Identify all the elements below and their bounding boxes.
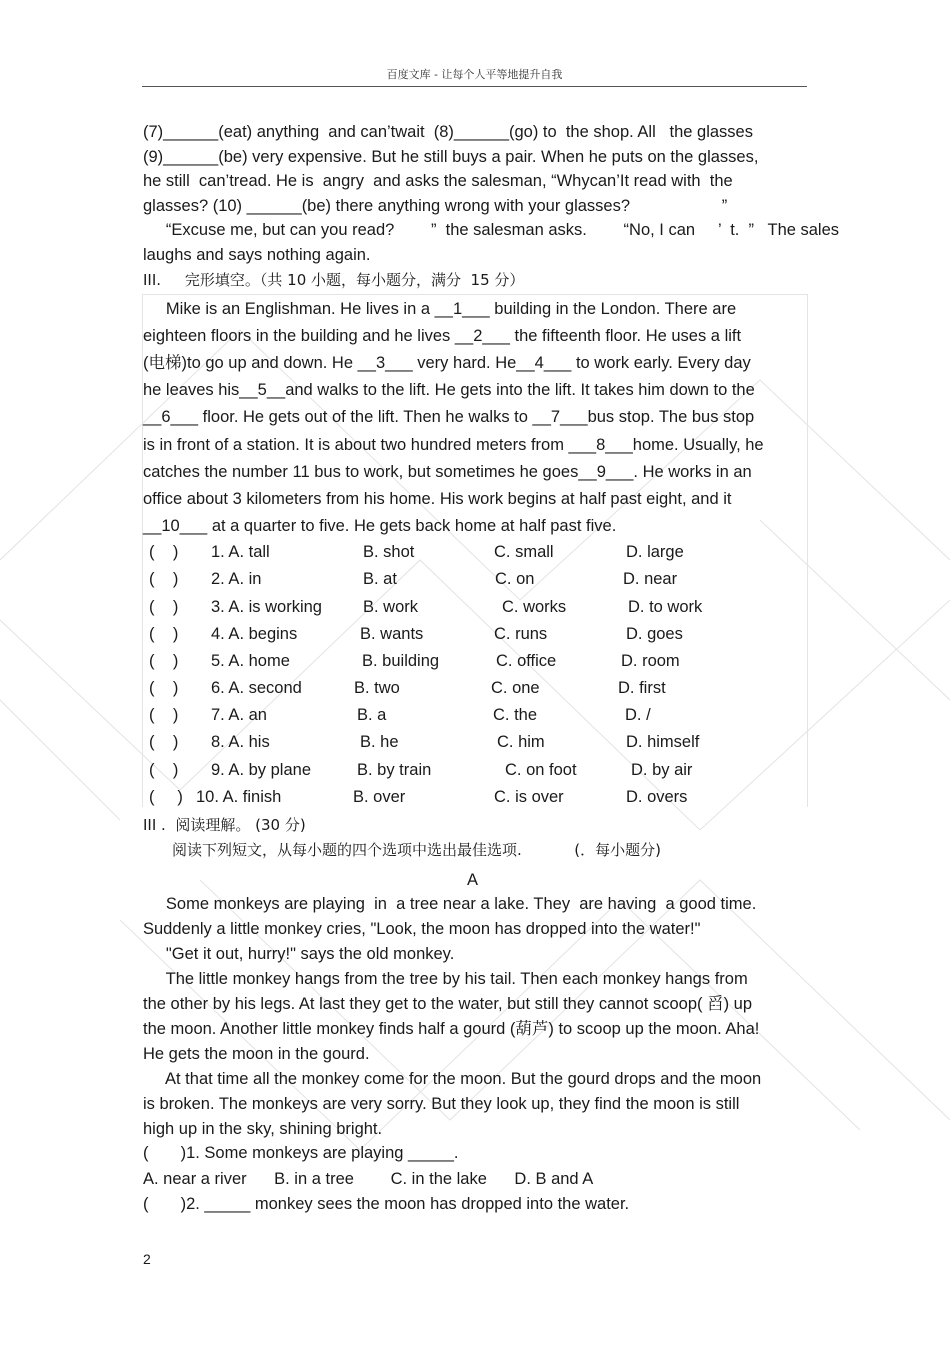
option-d: D. room: [621, 652, 680, 670]
option-c: C. runs: [494, 625, 548, 643]
option-c: C. is over: [494, 788, 564, 806]
question-text: 8. A. his: [211, 733, 270, 751]
option-b: B. a: [357, 706, 387, 724]
top-passage-line: (7)______(eat) anything and can’twait (8)______(go) to the shop. All the glasses: [143, 123, 753, 141]
top-passage-line: (9)______(be) very expensive. But he still buys a pair. When he puts on the glasses,: [143, 148, 759, 166]
top-passage-line: he still can’tread. He is angry and asks the salesman, “Whycan’It read with the: [143, 172, 733, 190]
page-header: 百度文库 - 让每个人平等地提升自我: [386, 68, 563, 81]
answer-blank[interactable]: ( ): [149, 543, 179, 561]
answer-blank[interactable]: ( ): [149, 733, 179, 751]
reading-passage-line: The little monkey hangs from the tree by his tail. Then each monkey hangs from: [143, 970, 748, 988]
cloze-passage-line: eighteen floors in the building and he lives __2___ the fifteenth floor. He uses a lift: [143, 327, 742, 345]
question-text: 4. A. begins: [211, 625, 298, 643]
answer-blank[interactable]: ( ): [149, 652, 179, 670]
option-b: B. shot: [363, 543, 415, 561]
answer-blank[interactable]: ( ): [149, 788, 183, 806]
option-d: D. first: [618, 679, 666, 697]
option-b: B. two: [354, 679, 400, 697]
cloze-passage-line: Mike is an Englishman. He lives in a __1___ building in the London. There are: [143, 300, 737, 318]
option-d: D. near: [623, 570, 678, 588]
reading-question-1-options: A. near a river B. in a tree C. in the lake D. B and A: [143, 1170, 594, 1188]
cloze-passage-line: office about 3 kilometers from his home. His work begins at half past eight, and it: [143, 490, 732, 508]
option-d: D. himself: [626, 733, 700, 751]
question-text: 10. A. finish: [196, 788, 282, 806]
cloze-passage-line: catches the number 11 bus to work, but sometimes he goes__9___. He works in an: [143, 463, 752, 481]
question-text: 7. A. an: [211, 706, 267, 724]
option-c: C. one: [491, 679, 540, 697]
option-c: C. on foot: [505, 761, 577, 779]
option-b: B. wants: [360, 625, 424, 643]
option-c: C. small: [494, 543, 554, 561]
answer-blank[interactable]: ( ): [149, 679, 179, 697]
reading-question-1[interactable]: ( )1. Some monkeys are playing _____.: [143, 1144, 459, 1162]
reading-passage-line: "Get it out, hurry!" says the old monkey.: [143, 945, 455, 963]
option-c: C. on: [495, 570, 535, 588]
answer-blank[interactable]: ( ): [149, 761, 179, 779]
option-c: C. the: [493, 706, 538, 724]
header-rule: [142, 86, 807, 87]
option-c: C. him: [497, 733, 545, 751]
option-b: B. building: [362, 652, 440, 670]
option-d: D. /: [625, 706, 651, 724]
question-text: 5. A. home: [211, 652, 290, 670]
cloze-passage-line: (电梯)to go up and down. He __3___ very hard. He__4___ to work early. Every day: [143, 354, 751, 372]
question-text: 6. A. second: [211, 679, 302, 697]
answer-blank[interactable]: ( ): [149, 625, 179, 643]
page-number: 2: [143, 1251, 151, 1267]
cloze-heading: III. 完形填空。（共 10 小题，每小题分，满分 15 分）: [143, 271, 525, 289]
cloze-passage-line: he leaves his__5__and walks to the lift. He gets into the lift. It takes him down to the: [143, 381, 755, 399]
top-passage-line: laughs and says nothing again.: [143, 246, 371, 264]
top-passage-line: “Excuse me, but can you read? ” the salesman asks. “No, I can ’ t. ” The sales: [143, 221, 840, 239]
option-d: D. goes: [626, 625, 683, 643]
reading-passage-line: high up in the sky, shining bright.: [143, 1120, 383, 1138]
reading-question-2[interactable]: ( )2. _____ monkey sees the moon has dropped into the water.: [143, 1195, 630, 1213]
question-text: 1. A. tall: [211, 543, 270, 561]
cloze-passage-line: __6___ floor. He gets out of the lift. Then he walks to __7___bus stop. The bus stop: [143, 408, 755, 426]
reading-passage-line: He gets the moon in the gourd.: [143, 1045, 370, 1063]
answer-blank[interactable]: ( ): [149, 570, 179, 588]
reading-passage-line: is broken. The monkeys are very sorry. But they look up, they find the moon is still: [143, 1095, 740, 1113]
cloze-passage-line: __10___ at a quarter to five. He gets back home at half past five.: [143, 517, 617, 535]
section-letter: A: [467, 871, 479, 889]
reading-instruction: 阅读下列短文，从每小题的四个选项中选出最佳选项. (．每小题分): [172, 841, 661, 859]
reading-passage-line: Suddenly a little monkey cries, "Look, the moon has dropped into the water!": [143, 920, 701, 938]
answer-blank[interactable]: ( ): [149, 706, 179, 724]
question-text: 9. A. by plane: [211, 761, 311, 779]
option-d: D. by air: [631, 761, 693, 779]
reading-passage-line: Some monkeys are playing in a tree near a lake. They are having a good time.: [143, 895, 757, 913]
question-text: 2. A. in: [211, 570, 262, 588]
option-d: D. large: [626, 543, 684, 561]
reading-passage-line: the moon. Another little monkey finds half a gourd (葫芦) to scoop up the moon. Aha!: [143, 1020, 760, 1038]
reading-passage-line: At that time all the monkey come for the moon. But the gourd drops and the moon: [143, 1070, 762, 1088]
option-d: D. overs: [626, 788, 688, 806]
option-b: B. over: [353, 788, 406, 806]
cloze-passage-line: is in front of a station. It is about two hundred meters from ___8___home. Usually, he: [143, 436, 764, 454]
option-c: C. office: [496, 652, 557, 670]
option-d: D. to work: [628, 598, 703, 616]
option-c: C. works: [502, 598, 567, 616]
answer-blank[interactable]: ( ): [149, 598, 179, 616]
option-b: B. at: [363, 570, 397, 588]
option-b: B. work: [363, 598, 419, 616]
option-b: B. by train: [357, 761, 432, 779]
option-b: B. he: [360, 733, 399, 751]
reading-heading: III . 阅读理解。 (30 分): [143, 816, 306, 834]
reading-passage-line: the other by his legs. At last they get to the water, but still they cannot scoop( 舀) up: [143, 995, 753, 1013]
question-text: 3. A. is working: [211, 598, 322, 616]
top-passage-line: glasses? (10) ______(be) there anything wrong with your glasses? ”: [143, 197, 728, 215]
